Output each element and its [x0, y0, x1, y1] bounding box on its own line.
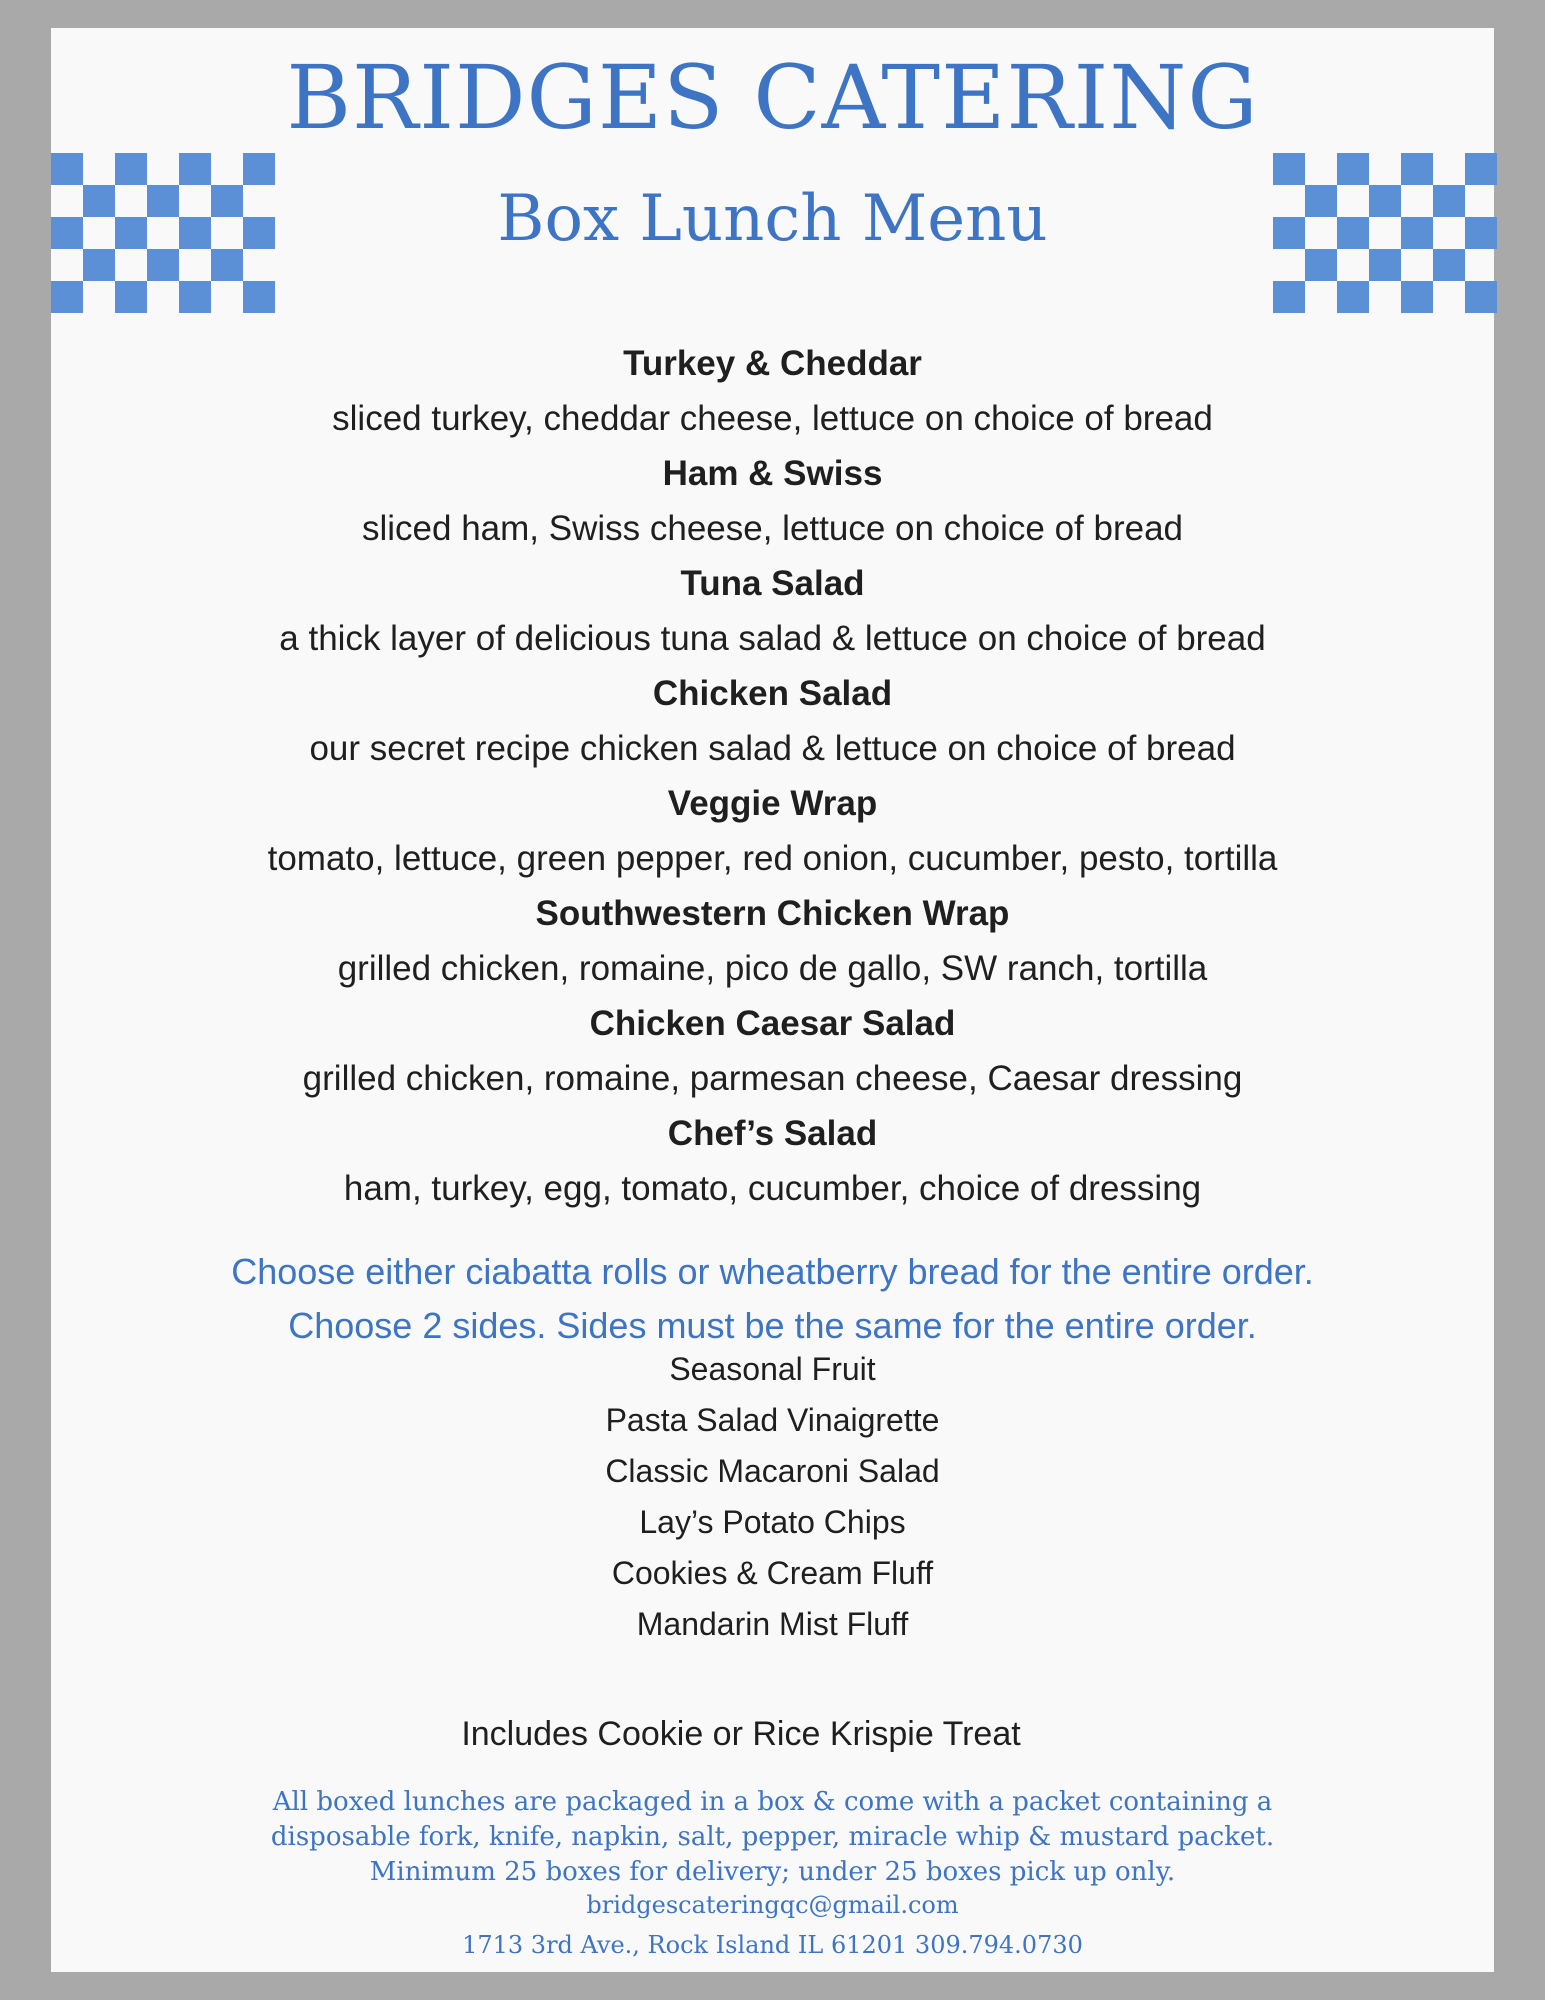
menu-item-name: Tuna Salad — [680, 564, 865, 603]
policy-line: disposable fork, knife, napkin, salt, pepper, miracle whip & mustard packet. — [270, 1822, 1275, 1852]
menu-list — [51, 337, 1494, 1217]
menu-item-description: ham, turkey, egg, tomato, cucumber, choice of dressing — [343, 1169, 1202, 1208]
checker-square — [115, 153, 147, 185]
menu-item-name: Chicken Salad — [652, 674, 893, 713]
checker-square — [115, 281, 147, 313]
policy-text — [51, 1785, 1494, 1890]
bread-note: Choose either ciabatta rolls or wheatberry bread for the entire order. — [231, 1251, 1314, 1292]
menu-item-name: Southwestern Chicken Wrap — [535, 894, 1010, 933]
checker-square — [243, 153, 275, 185]
menu-item-description: a thick layer of delicious tuna salad & lettuce on choice of bread — [279, 619, 1266, 658]
checker-square — [179, 153, 211, 185]
menu-item-name: Turkey & Cheddar — [623, 344, 922, 383]
checker-square — [1337, 153, 1369, 185]
menu-page — [51, 28, 1494, 1972]
checker-square — [1465, 153, 1497, 185]
checker-square — [51, 153, 83, 185]
checker-square — [51, 281, 83, 313]
sides-note: Choose 2 sides. Sides must be the same for the entire order. — [288, 1305, 1257, 1346]
menu-item-name: Chef’s Salad — [667, 1114, 878, 1153]
page-subtitle: Box Lunch Menu — [497, 182, 1048, 256]
side-item: Pasta Salad Vinaigrette — [605, 1402, 940, 1438]
side-item: Seasonal Fruit — [669, 1351, 876, 1387]
policy-line: All boxed lunches are packaged in a box & come with a packet containing a — [272, 1787, 1273, 1817]
checker-square — [1273, 153, 1305, 185]
checker-square — [1465, 281, 1497, 313]
menu-item-name: Ham & Swiss — [662, 454, 883, 493]
side-item: Mandarin Mist Fluff — [636, 1606, 909, 1642]
menu-item-description: our secret recipe chicken salad & lettuce on choice of bread — [309, 729, 1236, 768]
policy-line: Minimum 25 boxes for delivery; under 25 boxes pick up only. — [369, 1857, 1176, 1887]
checker-square — [1401, 281, 1433, 313]
order-notes — [51, 1245, 1494, 1353]
contact-info — [51, 1885, 1494, 1965]
menu-item-name: Chicken Caesar Salad — [589, 1004, 956, 1043]
checker-square — [1273, 281, 1305, 313]
menu-item-description: sliced turkey, cheddar cheese, lettuce on choice of bread — [332, 399, 1213, 438]
treat-note: Includes Cookie or Rice Krispie Treat — [461, 1715, 1021, 1753]
side-item: Cookies & Cream Fluff — [611, 1555, 934, 1591]
side-item: Lay’s Potato Chips — [639, 1504, 906, 1540]
page-title: BRIDGES CATERING — [286, 46, 1259, 149]
menu-item-description: grilled chicken, romaine, parmesan cheese, Caesar dressing — [302, 1059, 1243, 1098]
menu-item-description: grilled chicken, romaine, pico de gallo, SW ranch, tortilla — [337, 949, 1208, 988]
menu-item-description: sliced ham, Swiss cheese, lettuce on choice of bread — [362, 509, 1183, 548]
checker-square — [1337, 281, 1369, 313]
checker-square — [243, 281, 275, 313]
menu-item-description: tomato, lettuce, green pepper, red onion, cucumber, pesto, tortilla — [267, 839, 1278, 878]
contact-email: bridgescateringqc@gmail.com — [586, 1891, 959, 1919]
checker-square — [1401, 153, 1433, 185]
menu-item-name: Veggie Wrap — [667, 784, 878, 823]
checker-square — [179, 281, 211, 313]
sides-list — [51, 1344, 1494, 1650]
side-item: Classic Macaroni Salad — [605, 1453, 940, 1489]
contact-address: 1713 3rd Ave., Rock Island IL 61201 309.794.0730 — [462, 1931, 1083, 1959]
